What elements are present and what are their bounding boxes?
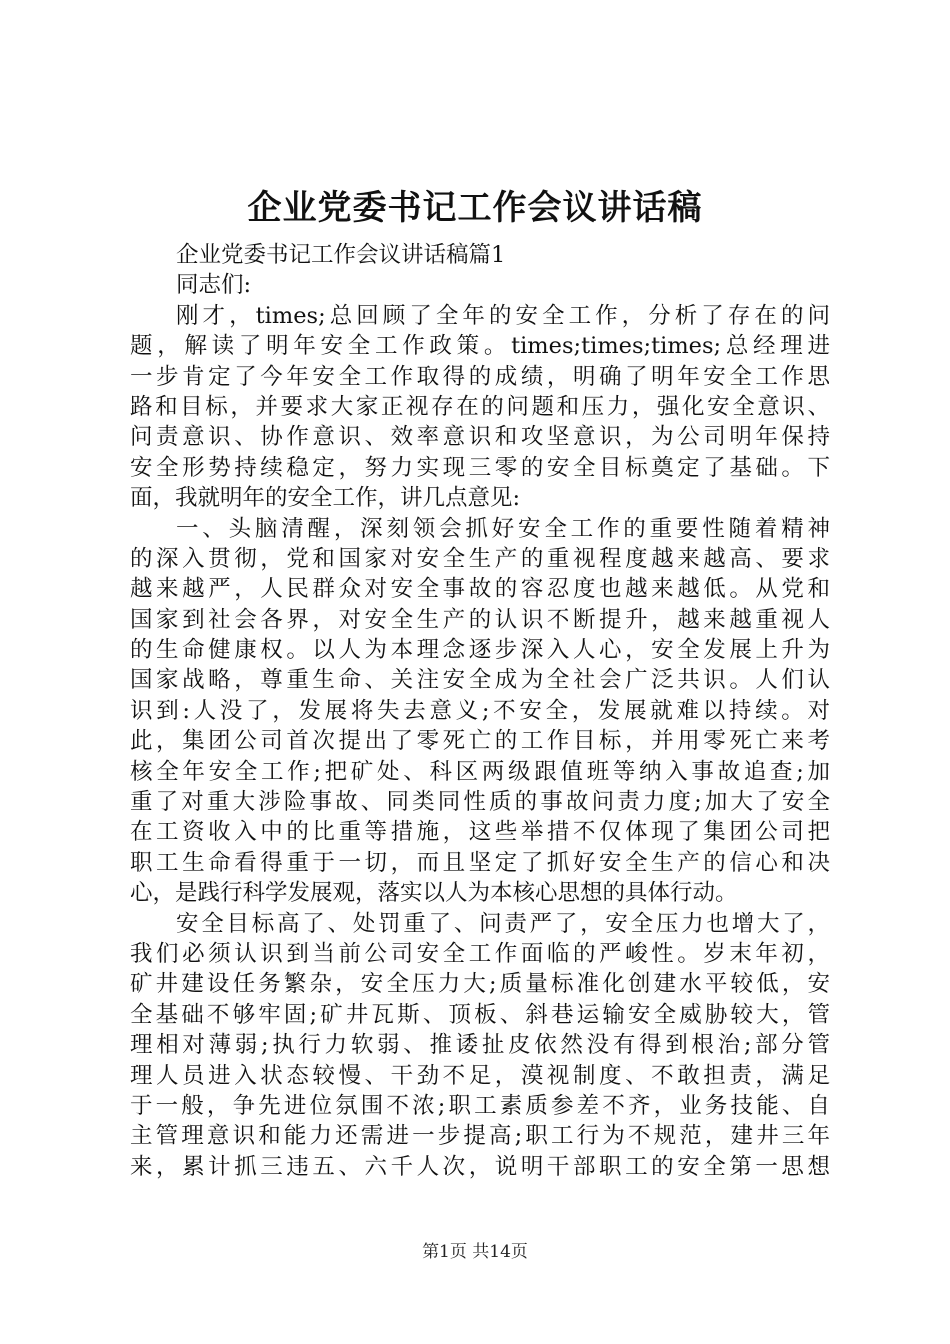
text-line: 一步肯定了今年安全工作取得的成绩，明确了明年安全工作思 — [130, 363, 830, 390]
text-line: 理相对薄弱;执行力软弱、推诿扯皮依然没有得到根治;部分管 — [130, 1032, 830, 1059]
text-line: 来，累计抓三违五、六千人次，说明干部职工的安全第一思想 — [130, 1153, 830, 1180]
text-line: 同志们: — [176, 272, 252, 299]
text-line: 安全形势持续稳定，努力实现三零的安全目标奠定了基础。下 — [130, 454, 830, 481]
text-line: 一、头脑清醒，深刻领会抓好安全工作的重要性随着精神 — [176, 515, 830, 542]
text-line: 我们必须认识到当前公司安全工作面临的严峻性。岁末年初， — [130, 940, 830, 967]
text-line: 职工生命看得重于一切，而且坚定了抓好安全生产的信心和决 — [130, 849, 830, 876]
text-line: 题，解读了明年安全工作政策。times;times;times;总经理进 — [130, 333, 830, 360]
text-line: 核全年安全工作;把矿处、科区两级跟值班等纳入事故追查;加 — [130, 758, 830, 785]
text-line: 刚才，times;总回顾了全年的安全工作，分析了存在的问 — [176, 302, 830, 329]
text-line: 面，我就明年的安全工作，讲几点意见: — [130, 485, 521, 512]
text-line: 安全目标高了、处罚重了、问责严了，安全压力也增大了， — [176, 910, 830, 937]
text-line: 全基础不够牢固;矿井瓦斯、顶板、斜巷运输安全威胁较大，管 — [130, 1001, 830, 1028]
text-line: 国家战略，尊重生命、关注安全成为全社会广泛共识。人们认 — [130, 667, 830, 694]
text-line: 理人员进入状态较慢、干劲不足，漠视制度、不敢担责，满足 — [130, 1062, 830, 1089]
text-line: 越来越严，人民群众对安全事故的容忍度也越来越低。从党和 — [130, 576, 830, 603]
text-line: 此，集团公司首次提出了零死亡的工作目标，并用零死亡来考 — [130, 728, 830, 755]
text-line: 路和目标，并要求大家正视存在的问题和压力，强化安全意识、 — [130, 393, 830, 420]
text-line: 重了对重大涉险事故、同类同性质的事故问责力度;加大了安全 — [130, 789, 830, 816]
text-line: 识到:人没了，发展将失去意义;不安全，发展就难以持续。对 — [130, 697, 830, 724]
text-line: 主管理意识和能力还需进一步提高;职工行为不规范，建井三年 — [130, 1123, 830, 1150]
text-line: 在工资收入中的比重等措施，这些举措不仅体现了集团公司把 — [130, 819, 830, 846]
page-footer: 第1页 共14页 — [422, 1242, 528, 1262]
document-title: 企业党委书记工作会议讲话稿 — [247, 188, 703, 228]
text-line: 国家到社会各界，对安全生产的认识不断提升，越来越重视人 — [130, 606, 830, 633]
text-line: 的生命健康权。以人为本理念逐步深入人心，安全发展上升为 — [130, 637, 830, 664]
text-line: 企业党委书记工作会议讲话稿篇1 — [176, 242, 506, 268]
text-line: 的深入贯彻，党和国家对安全生产的重视程度越来越高、要求 — [130, 545, 830, 572]
text-line: 于一般，争先进位氛围不浓;职工素质参差不齐，业务技能、自 — [130, 1092, 830, 1119]
document-body — [130, 240, 830, 1182]
text-line: 问责意识、协作意识、效率意识和攻坚意识，为公司明年保持 — [130, 424, 830, 451]
text-line: 心，是践行科学发展观，落实以人为本核心思想的具体行动。 — [130, 880, 738, 907]
text-line: 矿井建设任务繁杂，安全压力大;质量标准化创建水平较低，安 — [130, 971, 830, 998]
